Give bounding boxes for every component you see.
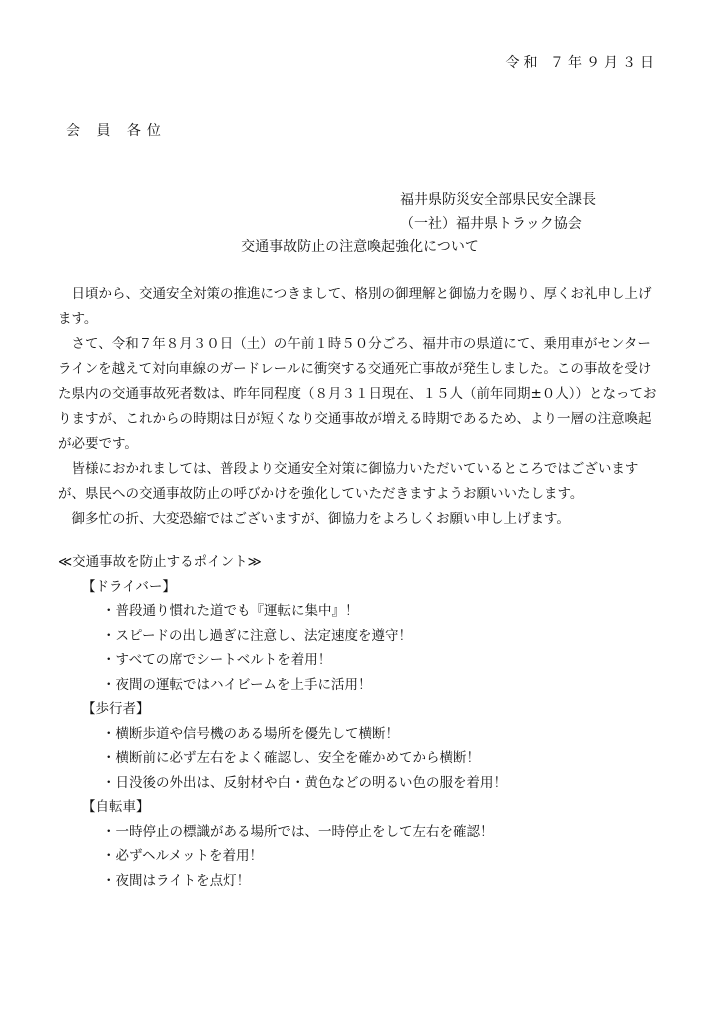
section-label-driver: 【ドライバー】 xyxy=(82,578,176,595)
paragraph: 御多忙の折、大変恐縮ではございますが、御協力をよろしくお願い申し上げます。 xyxy=(71,511,570,527)
section-label-pedestrian: 【歩行者】 xyxy=(82,701,150,717)
sender-line-2: （一社）福井県トラック協会 xyxy=(400,216,582,232)
list-item: ・一時停止の標識がある場所では、一時停止をして左右を確認！ xyxy=(102,823,494,840)
list-item: ・スピードの出し過ぎに注意し、法定速度を遵守！ xyxy=(102,627,412,644)
list-item: ・横断前に必ず左右をよく確認し、安全を確かめてから横断！ xyxy=(102,750,480,766)
body-text xyxy=(58,282,662,532)
document-date: 令和 ７年９月３日 xyxy=(505,55,658,71)
list-item: ・日没後の外出は、反射材や白・黄色などの明るい色の服を着用！ xyxy=(102,774,507,791)
list-item: ・夜間はライトを点灯！ xyxy=(102,872,251,889)
list-item: ・すべての席でシートベルトを着用！ xyxy=(102,652,332,668)
prevention-points xyxy=(58,550,662,893)
list-item: ・横断歩道や信号機のある場所を優先して横断！ xyxy=(102,725,399,742)
sender-line-1: 福井県防災安全部県民安全課長 xyxy=(400,192,596,208)
points-title: ≪交通事故を防止するポイント≫ xyxy=(58,554,262,570)
paragraph: さて、令和７年８月３０日（土）の午前１時５０分ごろ、福井市の県道にて、乗用車がセンターラインを越えて対向車線のガードレールに衝突する交通死亡事故が発生しました。この事故を受けた県内の交通事故死者数は、昨年同程度（８月３１日現在、１５人（前年同期±０人））となっておりますが、これからの時期は日が短くなり交通事故が増える時期であるため、より一層の注意喚起が必要です。 xyxy=(58,336,657,452)
subject-title: 交通事故防止の注意喚起強化について xyxy=(241,239,479,255)
list-item: ・普段通り慣れた道でも『運転に集中』！ xyxy=(102,603,359,619)
paragraph: 皆様におかれましては、普段より交通安全対策に御協力いただいているところではございますが、県民への交通事故防止の呼びかけを強化していただきますようお願いいたします。 xyxy=(58,461,639,502)
list-item: ・夜間の運転ではハイビームを上手に活用！ xyxy=(102,676,372,693)
sender-block xyxy=(400,188,596,236)
list-item: ・必ずヘルメットを着用！ xyxy=(102,848,264,864)
recipient: 会 員 各位 xyxy=(66,123,167,139)
paragraph: 日頃から、交通安全対策の推進につきまして、格別の御理解と御協力を賜り、厚くお礼申し上げます。 xyxy=(58,286,652,327)
section-label-bicycle: 【自転車】 xyxy=(82,799,150,815)
